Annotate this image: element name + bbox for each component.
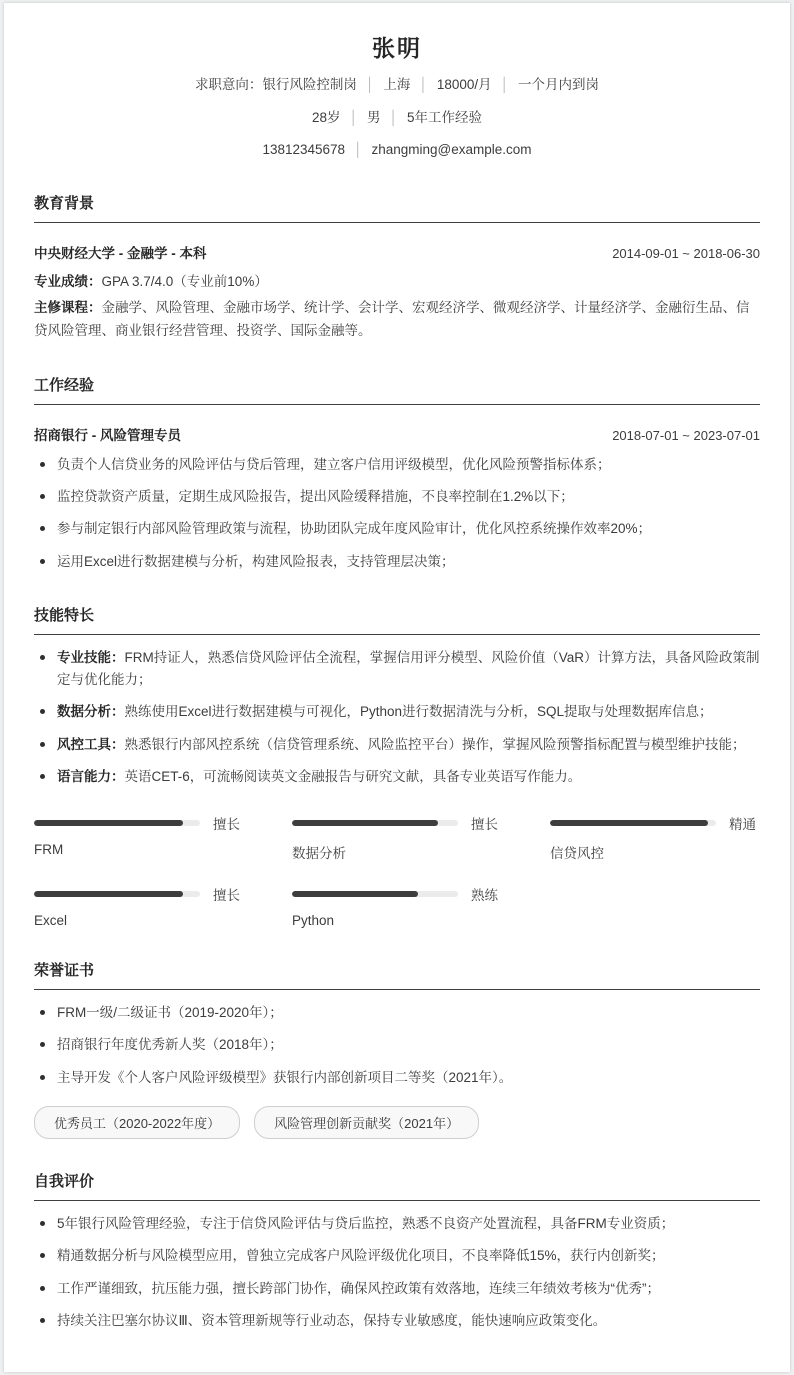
bullet-icon (40, 462, 45, 467)
resume-page (4, 3, 790, 1372)
skill-bar-fill (292, 820, 438, 826)
separator: │ (354, 142, 363, 158)
honor-bullet-text: 主导开发《个人客户风险评级模型》获银行内部创新项目二等奖（2021年）。 (57, 1069, 513, 1085)
gpa-line (34, 271, 760, 294)
list-item (34, 701, 760, 723)
school-degree: 中央财经大学 - 金融学 - 本科 (34, 245, 207, 261)
job-intent-city: 上海 (383, 77, 411, 92)
work-bullet-text: 参与制定银行内部风险管理政策与流程，协助团队完成年度风险审计，优化风控系统操作效率20%； (57, 521, 652, 537)
list-item (34, 486, 760, 508)
candidate-name: 张明 (372, 35, 422, 61)
work-bullet-text: 运用Excel进行数据建模与分析，构建风险报表，支持管理层决策； (57, 553, 455, 569)
skill-name: FRM (34, 842, 64, 858)
skill-bullet-text (57, 734, 746, 756)
skill-label: 风控工具： (57, 736, 125, 752)
work-bullet-text: 负责个人信贷业务的风险评估与贷后管理，建立客户信用评级模型，优化风险预警指标体系； (57, 456, 611, 472)
skill-bar-fill (550, 820, 708, 826)
skills-bullets (34, 647, 760, 788)
skill-bar (34, 884, 244, 928)
list-item (34, 551, 760, 573)
honor-bullet-text: FRM一级/二级证书（2019-2020年）； (57, 1005, 283, 1021)
work-entry (34, 424, 760, 444)
phone-number: 13812345678 (262, 142, 346, 158)
separator: │ (349, 109, 358, 125)
job-intent-salary: 18000/月 (436, 77, 492, 92)
section-work (34, 374, 760, 573)
education-entry (34, 242, 760, 262)
skill-bar-track (292, 820, 458, 826)
contact-line (34, 139, 760, 161)
section-title-education: 教育背景 (34, 192, 760, 223)
list-item (34, 647, 760, 692)
skill-level: 精通 (729, 817, 756, 833)
work-bullet-text: 监控贷款资产质量，定期生成风险报告，提出风险缓释措施，不良率控制在1.2%以下； (57, 489, 574, 505)
separator: │ (419, 77, 428, 92)
section-title-honors: 荣誉证书 (34, 959, 760, 990)
list-item (34, 1034, 760, 1056)
skill-bar (292, 813, 502, 862)
skill-detail: 熟练使用Excel进行数据建模与可视化，Python进行数据清洗与分析，SQL提取与处理数据库信息； (124, 704, 713, 720)
courses-label: 主修课程： (34, 300, 102, 316)
list-item (34, 766, 760, 788)
skill-name: Python (292, 913, 335, 929)
summary-bullet-text: 持续关注巴塞尔协议Ⅲ、资本管理新规等行业动态，保持专业敏感度，能快速响应政策变化。 (57, 1312, 607, 1328)
skill-level: 熟练 (471, 888, 498, 904)
skill-detail: FRM持证人，熟悉信贷风险评估全流程，掌握信用评分模型、风险价值（VaR）计算方法，具备风险政策制定与优化能力； (57, 649, 760, 688)
honors-bullets (34, 1002, 760, 1089)
separator: │ (365, 77, 375, 92)
summary-bullet-text: 精通数据分析与风险模型应用，曾独立完成客户风险评级优化项目，不良率降低15%，获行内创新奖； (57, 1248, 665, 1264)
list-item (34, 1002, 760, 1024)
bullet-icon (40, 1042, 45, 1047)
section-summary (34, 1170, 760, 1332)
skill-bars (34, 813, 760, 928)
job-intent-label: 求职意向： (194, 77, 263, 92)
list-item (34, 1310, 760, 1332)
bullet-icon (40, 1318, 45, 1323)
list-item (34, 1278, 760, 1300)
bullet-icon (40, 494, 45, 499)
section-title-work: 工作经验 (34, 374, 760, 405)
skill-bar-fill (34, 820, 183, 826)
skill-bullet-text (57, 766, 581, 788)
bullet-icon (40, 655, 45, 660)
skill-level: 擅长 (213, 817, 240, 833)
work-date-range: 2018-07-01 ~ 2023-07-01 (612, 427, 760, 443)
skill-bar-track (550, 820, 716, 826)
company-position: 招商银行 - 风险管理专员 (34, 427, 181, 443)
summary-bullets (34, 1213, 760, 1332)
courses-line (34, 297, 760, 342)
resume-header (34, 30, 760, 161)
bullet-icon (40, 1010, 45, 1015)
list-item (34, 1067, 760, 1089)
skill-bullet-text (57, 701, 713, 723)
job-intent-position: 银行风险控制岗 (262, 77, 357, 92)
skill-name: 信贷风控 (550, 846, 604, 862)
skill-bar (550, 813, 760, 862)
job-intent-line (34, 74, 760, 96)
separator: │ (500, 77, 510, 92)
bullet-icon (40, 559, 45, 564)
list-item (34, 1245, 760, 1267)
bullet-icon (40, 526, 45, 531)
skill-bar-fill (34, 891, 183, 897)
education-date-range: 2014-09-01 ~ 2018-06-30 (612, 245, 760, 261)
skill-bar-track (34, 891, 200, 897)
bullet-icon (40, 742, 45, 747)
email-address: zhangming@example.com (371, 142, 532, 158)
bullet-icon (40, 774, 45, 779)
bullet-icon (40, 1221, 45, 1226)
gpa-value: GPA 3.7/4.0（专业前10%） (101, 273, 268, 289)
age: 28岁 (312, 109, 341, 125)
skill-label: 数据分析： (57, 704, 125, 720)
section-title-summary: 自我评价 (34, 1170, 760, 1201)
skill-name: 数据分析 (292, 846, 346, 862)
honor-badges (34, 1106, 760, 1139)
summary-bullet-text: 工作严谨细致，抗压能力强，擅长跨部门协作，确保风控政策有效落地，连续三年绩效考核为“优秀”； (57, 1280, 660, 1296)
skill-label: 语言能力： (57, 768, 125, 784)
list-item (34, 1213, 760, 1235)
work-bullets (34, 454, 760, 573)
experience-years: 5年工作经验 (406, 109, 482, 125)
profile-line (34, 107, 760, 129)
list-item (34, 734, 760, 756)
job-intent-availability: 一个月内到岗 (518, 77, 600, 92)
section-education (34, 192, 760, 343)
summary-bullet-text: 5年银行风险管理经验，专注于信贷风险评估与贷后监控，熟悉不良资产处置流程，具备FRM专业资质； (57, 1215, 675, 1231)
section-honors (34, 959, 760, 1139)
honor-badge: 优秀员工（2020-2022年度） (34, 1106, 240, 1139)
gpa-label: 专业成绩： (34, 273, 102, 289)
skill-label: 专业技能： (57, 649, 125, 665)
gender: 男 (367, 109, 381, 125)
skill-level: 擅长 (213, 888, 240, 904)
skill-bar-track (34, 820, 200, 826)
list-item (34, 454, 760, 476)
skill-bar-track (292, 891, 458, 897)
skill-level: 擅长 (471, 817, 498, 833)
bullet-icon (40, 709, 45, 714)
bullet-icon (40, 1075, 45, 1080)
skill-detail: 熟悉银行内部风控系统（信贷管理系统、风险监控平台）操作，掌握风险预警指标配置与模型维护技能； (124, 736, 746, 752)
list-item (34, 518, 760, 540)
skill-bar (292, 884, 502, 928)
skill-detail: 英语CET-6，可流畅阅读英文金融报告与研究文献，具备专业英语写作能力。 (124, 768, 582, 784)
separator: │ (389, 109, 398, 125)
skill-name: Excel (34, 913, 68, 929)
bullet-icon (40, 1253, 45, 1258)
courses-value: 金融学、风险管理、金融市场学、统计学、会计学、宏观经济学、微观经济学、计量经济学、金融衍生品、信贷风险管理、商业银行经营管理、投资学、国际金融等。 (34, 300, 750, 339)
skill-bar-fill (292, 891, 418, 897)
skill-bar (34, 813, 244, 862)
bullet-icon (40, 1286, 45, 1291)
skill-bullet-text (57, 647, 760, 692)
section-title-skills: 技能特长 (34, 604, 760, 635)
honor-badge: 风险管理创新贡献奖（2021年） (254, 1106, 479, 1139)
section-skills (34, 604, 760, 928)
honor-bullet-text: 招商银行年度优秀新人奖（2018年）； (57, 1037, 283, 1053)
